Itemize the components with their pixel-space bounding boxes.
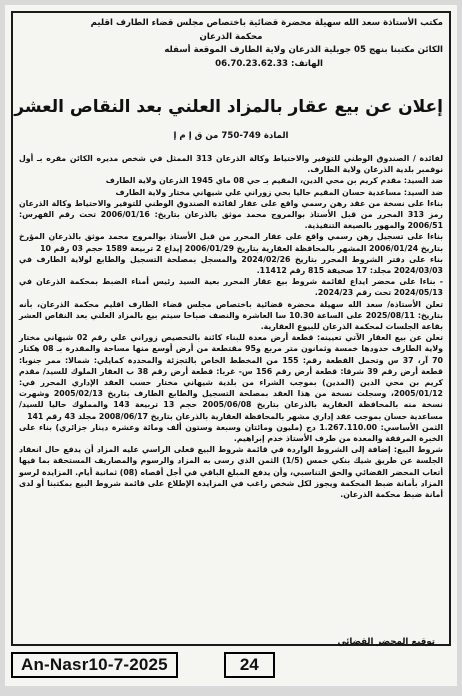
article-reference: المادة 749-750 من ق إ م إ: [173, 131, 289, 141]
paragraph: لفائدة / الصندوق الوطني للتوفير والاحتياط وكالة الذرعان 313 الممثل في شخص مديره الكائن مقره بـ أول نوفمبر بلدية الذرعان ولاية الطارف.: [19, 154, 443, 175]
announcement-body: [19, 153, 443, 500]
paragraph: - بناءا على محضر ايداع لقائمة شروط بيع عقار المحرر بعية السيد رئيس أمناء الضبط بمحكمة الذرعان في 2024/05/13 تحت رقم 2024/23.: [19, 277, 443, 298]
page-number: 24: [224, 652, 275, 678]
paragraph: ضد السيد: مقدم كريم بن محي الدين، المقيم بـ حي 08 ماي 1945 الذرعان ولاية الطارف: [105, 176, 443, 186]
paragraph: شروط البيع: إضافة إلى الشروط الواردة في قائمة شروط البيع فعلى الراسي عليه المزاد أن يدفع حال انعقاد الجلسة عن طريق شيك بنكي خمس (1/5) الثمن الذي رسى به المزاد والرسوم والمصاريف المستحقة بما فيها أتعاب المحضر القضائي والحق التناسبي، وأن يدفع المبلغ الباقي في أجل أقصاه (08) ثمانية أيام. المزايدة لرسو المزاد بأمانة ضبط المحكمة ويجوز لكل شخص راغب في المزايدة الإطلاع على قائمة شروط البيع بمكتبنا أو لدى أمانة ضبط محكمة الذرعان.: [19, 445, 444, 500]
announcement-title: إعلان عن بيع عقار بالمزاد العلني بعد النقاص العشر: [14, 97, 443, 117]
office-line: مكتب الأستاذة سعد الله سهيلة محضرة قضائية باختصاص مجلس قضاء الطارف اقليم: [90, 18, 443, 28]
paragraph: بناء على دفتر الشروط المحرر بتاريخ 2024/02/26 والمسجل بمصلحة التسجيل والطابع لولاية الطارف في 2024/03/03 مجلد: 17 صحيفة 815 رقم 11412.: [19, 254, 443, 276]
address-line: الكائن مكتبنا بنهج 05 جويلية الذرعان ولاية الطارف الموقعة أسفله: [164, 45, 443, 55]
newspaper-dateline: An-Nasr10-7-2025: [11, 652, 178, 678]
phone-line: الهاتف: 06.70.23.62.33: [215, 58, 323, 69]
bailiff-signature-label: توقيع المحضر القضائي: [337, 637, 435, 647]
court-line: محكمة الذرعان: [199, 31, 263, 42]
paragraph: تعلن الأستاذة/ سعد الله سهيلة محضرة قضائية باختصاص مجلس قضاء الطارف اقليم محكمة الذرعان، بأنه بتاريخ: 2025/08/11 على الساعة 10.30 سا العاشرة والنصف صباحا سيتم بيع بالمزاد العلني بعد النقاص العشر بقاعة الجلسات لمحكمة الذرعان للبيوع العقارية.: [19, 299, 444, 332]
newspaper-page: [5, 5, 457, 686]
paragraph: ضد السيد: مساعدية حسان المقيم حاليا بحي زوراني علي شيهاني مختار ولاية الطارف: [115, 187, 443, 197]
page-footer: [11, 652, 451, 678]
paragraph: بناءا على تسجيل رهن رسمي واقع على عقار المحرر من قبل الأستاذ بوالمروج محمد موثق بالذرعان المؤرخ بتاريخ 2006/01/24 المشهر بالمحافظة العقارية بتاريخ 2006/01/29 إيداع 2 تربيعة 1589 حجم 03 رقم 10: [19, 232, 443, 253]
bailiff-office-header: [19, 17, 443, 71]
paragraph: الثمن الأساسي: 1.267.110.00 دج (مليون ومائتان وسبعة وستون ألف ومائة وعشرة دينار جزائري) بناء على الخبرة المرفقة والمعدة من طرف الأستاذ خدم إبراهيم.: [19, 422, 444, 444]
paragraph: تعلن عن بيع العقار الآتي تعيينه: قطعة أرض معدة للبناء كائنة بالتحصيص زوراني علي رقم 02 شيهاني مختار ولاية الطارف حدودها خمسة وثمانون متر مربع و95 مقتطعة من أرض أوسع منها مساحة والمقدرة بـ 08 هكتار 70 آر، 37 س وتحمل القطعة رقم: 155 من المخطط الخاص بالتجزئة والمحددة كمايلي: شمالا: ممر جنوبا: قطعة أرض رقم 39 شرقا: قطعة أرض رقم 156 س- غربا: قطعة أرض رقم 38 ب العقار الملوك للسيد/ مقدم كريم بن محي الدين (المدين) بموجب الشراء من بلدية شيهاني مختار حسب العقد الإداري المحرر في: 2005/01/12، وسجلت نسخة من هذا العقد بمصلحة التسجيل والطابع الطارف بتاريخ 2005/02/13 وشهرت نسخة منه بالمحافظة العقارية بالذرعان بتاريخ 2005/06/08 حجم 13 تربيعة 143 والمملوك حاليا للسيد/ مساعدية حسان بموجب عقد إداري مشهر بالمحافظة العقارية بالذرعان بتاريخ 2008/06/17 مجلد 43 رقم 141: [19, 333, 444, 421]
paragraph: بناءا على نسخة من عقد رهن رسمي واقع على عقار لفائدة الصندوق الوطني للتوفير والاحتياط وكالة الذرعان رمز 313 المحرر من قبل الأستاذ بوالمروج محمد موثق بالذرعان بتاريخ: 2006/01/16 تحت رقم الفهرس: 2006/51 والمهور بالصيغة التنفيذية.: [19, 198, 443, 231]
